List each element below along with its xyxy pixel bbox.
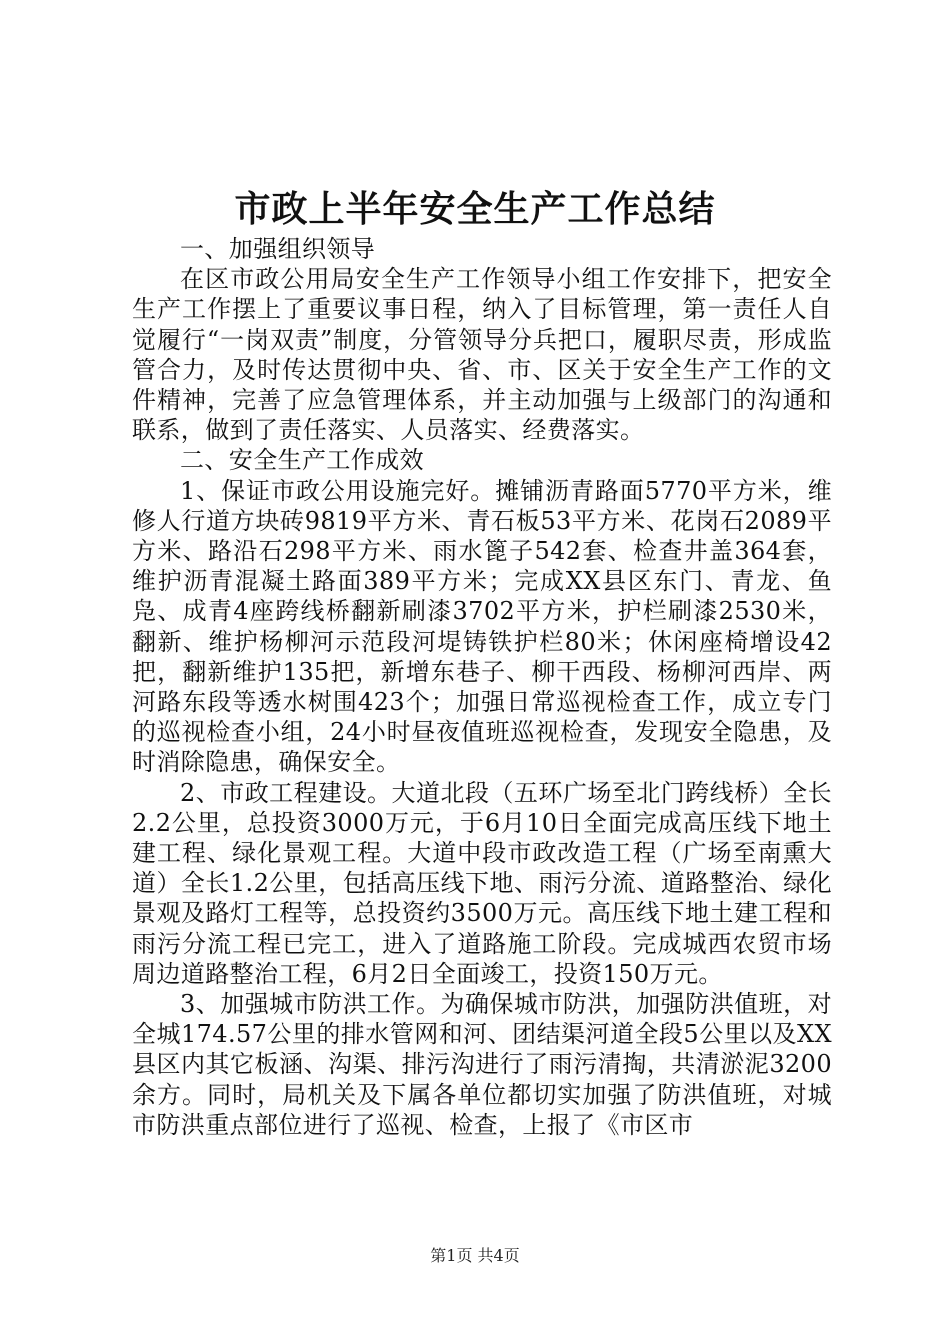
section-heading-1: 一、加强组织领导	[180, 235, 376, 263]
document-body	[132, 234, 832, 1140]
paragraph-facilities: 1、保证市政公用设施完好。摊铺沥青路面5770平方米，维修人行道方块砖9819平方米、青石板53平方米、花岗石2089平方米、路沿石298平方米、雨水篦子542套、检查井盖364套，维护沥青混凝土路面389平方米；完成XX县区东门、青龙、鱼凫、成青4座跨线桥翻新刷漆3702平方米，护栏刷漆2530米，翻新、维护杨柳河示范段河堤铸铁护栏80米；休闲座椅增设42把，翻新维护135把，新增东巷子、柳干西段、杨柳河西岸、两河路东段等透水树围423个；加强日常巡视检查工作，成立专门的巡视检查小组，24小时昼夜值班巡视检查，发现安全隐患，及时消除隐患，确保安全。	[132, 476, 832, 777]
section-heading-2: 二、安全生产工作成效	[180, 446, 424, 475]
paragraph-flood-control: 3、加强城市防洪工作。为确保城市防洪，加强防洪值班，对全城174.57公里的排水管网和河、团结渠河道全段5公里以及XX县区内其它板涵、沟渠、排污沟进行了雨污清掏，共清淤泥3200余方。同时，局机关及下属各单位都切实加强了防洪值班，对城市防洪重点部位进行了巡视、检查，上报了《市区市	[132, 990, 832, 1139]
document-title: 市政上半年安全生产工作总结	[234, 188, 716, 230]
paragraph-organization: 在区市政公用局安全生产工作领导小组工作安排下，把安全生产工作摆上了重要议事日程，纳入了目标管理，第一责任人自觉履行“一岗双责”制度，分管领导分兵把口，履职尽责，形成监管合力，及时传达贯彻中央、省、市、区关于安全生产工作的文件精神，完善了应急管理体系，并主动加强与上级部门的沟通和联系，做到了责任落实、人员落实、经费落实。	[132, 265, 832, 445]
paragraph-construction: 2、市政工程建设。大道北段（五环广场至北门跨线桥）全长2.2公里，总投资3000万元，于6月10日全面完成高压线下地土建工程、绿化景观工程。大道中段市政改造工程（广场至南熏大道）全长1.2公里，包括高压线下地、雨污分流、道路整治、绿化景观及路灯工程等，总投资约3500万元。高压线下地土建工程和雨污分流工程已完工，进入了道路施工阶段。完成城西农贸市场周边道路整治工程，6月2日全面竣工，投资150万元。	[132, 778, 832, 988]
page-footer: 第1页 共4页	[430, 1246, 520, 1265]
